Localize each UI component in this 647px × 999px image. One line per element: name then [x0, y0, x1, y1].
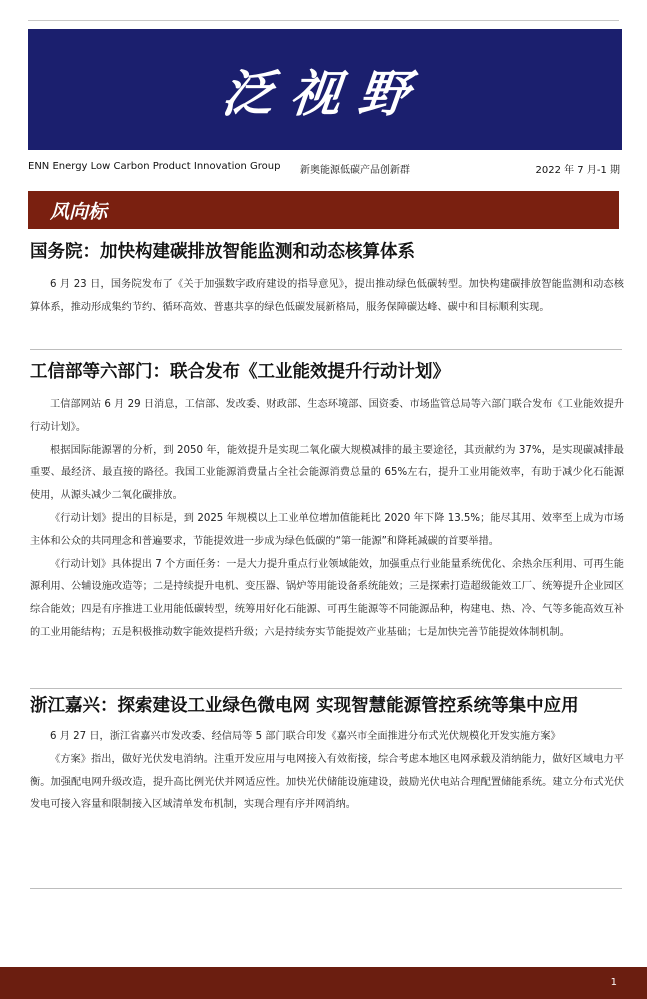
article-title: 浙江嘉兴：探索建设工业绿色微电网 实现智慧能源管控系统等集中应用 [30, 696, 579, 716]
article-paragraph: 6 月 27 日，浙江省嘉兴市发改委、经信局等 5 部门联合印发《嘉兴市全面推进分布式光伏规模化开发实施方案》 [50, 731, 561, 742]
masthead-title: 泛视野 [219, 63, 430, 123]
article-2 [30, 360, 624, 645]
article-paragraph: 《行动计划》提出的目标是，到 2025 年规模以上工业单位增加值能耗比 2020 年下降 13.5%；能尽其用、效率至上成为市场主体和公众的共同理念和普遍要求，节能提效进一步成为绿色低碳的“第一能源”和降耗减碳的首要举措。 [30, 512, 624, 547]
article-paragraph: 《行动计划》具体提出 7 个方面任务：一是大力提升重点行业领域能效，加强重点行业能量系统优化、余热余压利用、可再生能源利用、公辅设施改造等；二是持续提升电机、变压器、锅炉等用能设备系统能效；三是探索打造超级能效工厂、统筹提升企业园区综合能效；四是有序推进工业用能低碳转型，统筹用好化石能源、可再生能源等不同能源品种，构建电、热、冷、气等多能高效互补的工业用能结构；五是积极推动数字能效提档升级；六是持续夯实节能提效产业基础；七是加快完善节能提效体制机制。 [30, 558, 624, 638]
article-paragraph: 《方案》指出，做好光伏发电消纳。注重开发应用与电网接入有效衔接，综合考虑本地区电网承载及消纳能力，做好区域电力平衡。加强配电网升级改造，提升高比例光伏并网适应性。加快光伏储能设施建设，鼓励光伏电站合理配置储能系统。建立分布式光伏发电可接入容量和限制接入区域清单发布机制，实现合理有序并网消纳。 [30, 753, 624, 811]
article-body [30, 394, 624, 645]
issue-label: 2022 年 7 月-1 期 [535, 165, 620, 176]
article-body [30, 726, 624, 817]
article-paragraph: 工信部网站 6 月 29 日消息，工信部、发改委、财政部、生态环境部、国资委、市场监管总局等六部门联合发布《工业能效提升行动计划》。 [30, 399, 624, 433]
top-rule [28, 20, 619, 21]
article-paragraph: 根据国际能源署的分析，到 2050 年，能效提升是实现二氧化碳大规模减排的最主要途径，其贡献约为 37%，是实现碳减排最重要、最经济、最直接的路径。我国工业能源消费量占全社会能源消费总量的 65%左右，提升工业用能效率，有助于减少化石能源使用，从源头减少二氧化碳排放。 [30, 444, 624, 502]
page-number: 1 [610, 977, 617, 988]
org-english: ENN Energy Low Carbon Product Innovation Group [28, 161, 281, 172]
divider [30, 349, 622, 350]
article-title: 国务院：加快构建碳排放智能监测和动态核算体系 [30, 242, 415, 262]
article-paragraph: 6 月 23 日，国务院发布了《关于加强数字政府建设的指导意见》，提出推动绿色低碳转型。加快构建碳排放智能监测和动态核算体系，推动形成集约节约、循环高效、普惠共享的绿色低碳发展新格局，服务保障碳达峰、碳中和目标顺利实现。 [30, 279, 624, 313]
masthead-banner [28, 29, 622, 150]
page-footer [0, 967, 647, 999]
divider [30, 888, 622, 889]
article-title: 工信部等六部门：联合发布《工业能效提升行动计划》 [30, 362, 450, 382]
divider [30, 688, 622, 689]
article-body [30, 274, 624, 320]
article-3 [30, 694, 624, 817]
article-1 [30, 240, 624, 320]
meta-row [28, 161, 622, 177]
org-chinese: 新奥能源低碳产品创新群 [300, 165, 410, 176]
section-label: 风向标 [50, 201, 108, 223]
section-header [28, 191, 619, 229]
